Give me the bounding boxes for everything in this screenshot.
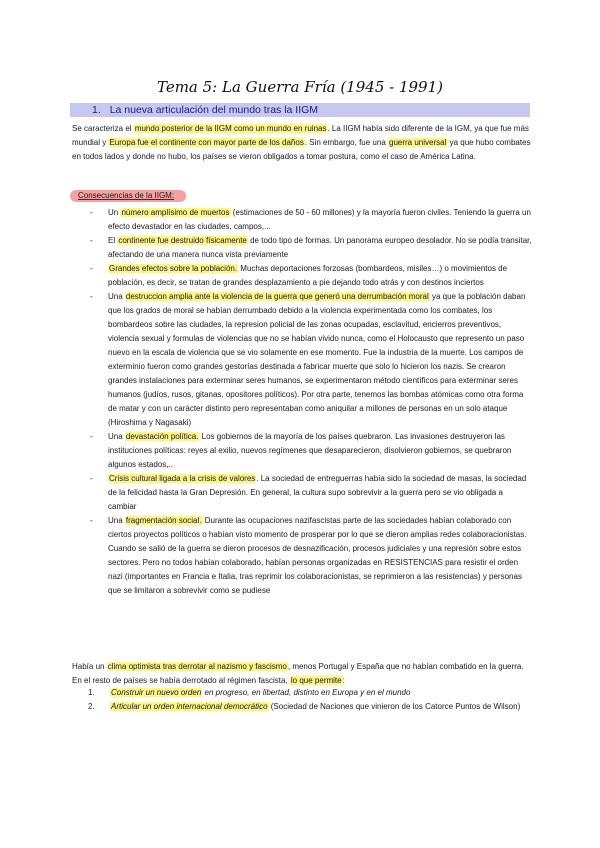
- list-item: - El continente fue destruido físicamente de todo tipo de formas. Un panorama europeo desolador. No se podía transitar, afectando de una manera nunca vista previamente: [90, 234, 532, 262]
- consequences-label: Consecuencias de la IIGM:: [70, 190, 186, 202]
- section-heading: [70, 103, 530, 117]
- closing-paragraph: Había un clima optimista tras derrotar al nazismo y fascismo, menos Portugal y España que no habían combatido en la guerra. En el resto de países se había derrotado al régimen fascista, lo que permite:: [72, 662, 524, 685]
- highlight: Europa fue el continente con mayor parte de los daños: [109, 138, 304, 147]
- highlight: lo que permite: [290, 676, 342, 685]
- highlight: mundo posterior de la IIGM como un mundo en ruinas: [134, 124, 327, 133]
- list-item: - Una devastación política. Los gobiernos de la mayoría de los países quebraron. Las invasiones destruyeron las instituciones políticas: reyes al exilio, nuevos regímenes que desaparecieron, disolvieron gobiernos, se quebraron algunos estados,..: [90, 430, 532, 472]
- list-item: 1. Construir un nuevo orden en progreso, en libertad, distinto en Europa y en el mundo: [88, 688, 411, 697]
- document-title: Tema 5: La Guerra Fría (1945 - 1991): [156, 78, 443, 96]
- consequences-list: [90, 206, 532, 598]
- ordered-list: [88, 686, 532, 714]
- section-number: 1.: [92, 104, 101, 116]
- list-item: - Una fragmentación social. Durante las ocupaciones nazifascistas parte de las sociedades habían colaborado con ciertos proyectos políticos o habían visto momento de prosperar por lo que se dieron amplias redes colaboracionistas. Cuando se salió de la guerra se dieron procesos de desnazificación, procesos judiciales y una represión sobre estos sectores. Pero no todos habían colaborado, habían personas organizadas en RESISTENCIAS para resistir el orden nazi (importantes en Francia e Italia, tras reprimir los colaboracionistas, se reprimieron a las resistencias) y personas que se limitaron a sobrevivir como se pudiese: [90, 514, 532, 598]
- highlight: clima optimista tras derrotar al nazismo y fascismo: [107, 662, 287, 671]
- intro-paragraph: Se caracteriza el mundo posterior de la IIGM como un mundo en ruinas. La IIGM había sido diferente de la IGM, ya que fue más mundial y Europa fue el continente con mayor parte de los daños. Sin embargo, fue una guerra universal ya que hubo combates en todos lados y donde no hubo, los países se vieron obligados a tomar postura, como el caso de América Latina.: [72, 124, 531, 161]
- highlight: guerra universal: [389, 138, 447, 147]
- list-item: - Una destruccion amplia ante la violencia de la guerra que generó una derrumbación moral ya que la población daban que los grados de moral se habían derrumbado debido a la violencia experimentada como los combates, los bombardeos sobre las ciudades, la represion policial de las zonas ocupadas, esclavitud, encierros preventivos, violencia sexual y formulas de violencias que no se habían vivido nunca, como el Holocausto que represento un paso nuevo en la escala de violencia que se vio solamente en ese momento. Fue la industria de la muerte. Los campos de exterminio fueron como grandes gestorías destinada a fabricar muerte que solo lo hicieron los nazis. Se crearon grandes instalaciones para exterminar seres humanos, se experimentaron método científicos para exterminar seres humanos (judíos, rusos, gitanas, opositores políticos). Por otra parte, tenemos las bombas atómicas como otra forma de matar y con un carácter distinto pero representaban como aniquilar a millones de personas en un solo ataque (Hiroshima y Nagasaki): [90, 290, 532, 430]
- list-item: - Un número amplísimo de muertos (estimaciones de 50 - 60 millones) y la mayoría fueron civiles. Teniendo la guerra un efecto devastador en las ciudades, campos,...: [90, 206, 532, 234]
- list-item: - Grandes efectos sobre la población. Muchas deportaciones forzosas (bombardeos, misiles…) o movimientos de población, es decir, se tratan de grandes desplazamiento a pie dejando todo atrás y con destinos inciertos: [90, 262, 532, 290]
- list-item: 2. Articular un orden internacional democrático (Sociedad de Naciones que vinieron de los Catorce Puntos de Wilson): [88, 702, 521, 711]
- section-heading-text: La nueva articulación del mundo tras la IIGM: [109, 104, 319, 116]
- list-item: - Crisis cultural ligada a la crisis de valores. La sociedad de entreguerras había sido la sociedad de masas, la sociedad de la felicidad hasta la Gran Depresión. En general, la cultura supo sobrevivir a la guerra pero se vio obligada a cambiar: [90, 472, 532, 514]
